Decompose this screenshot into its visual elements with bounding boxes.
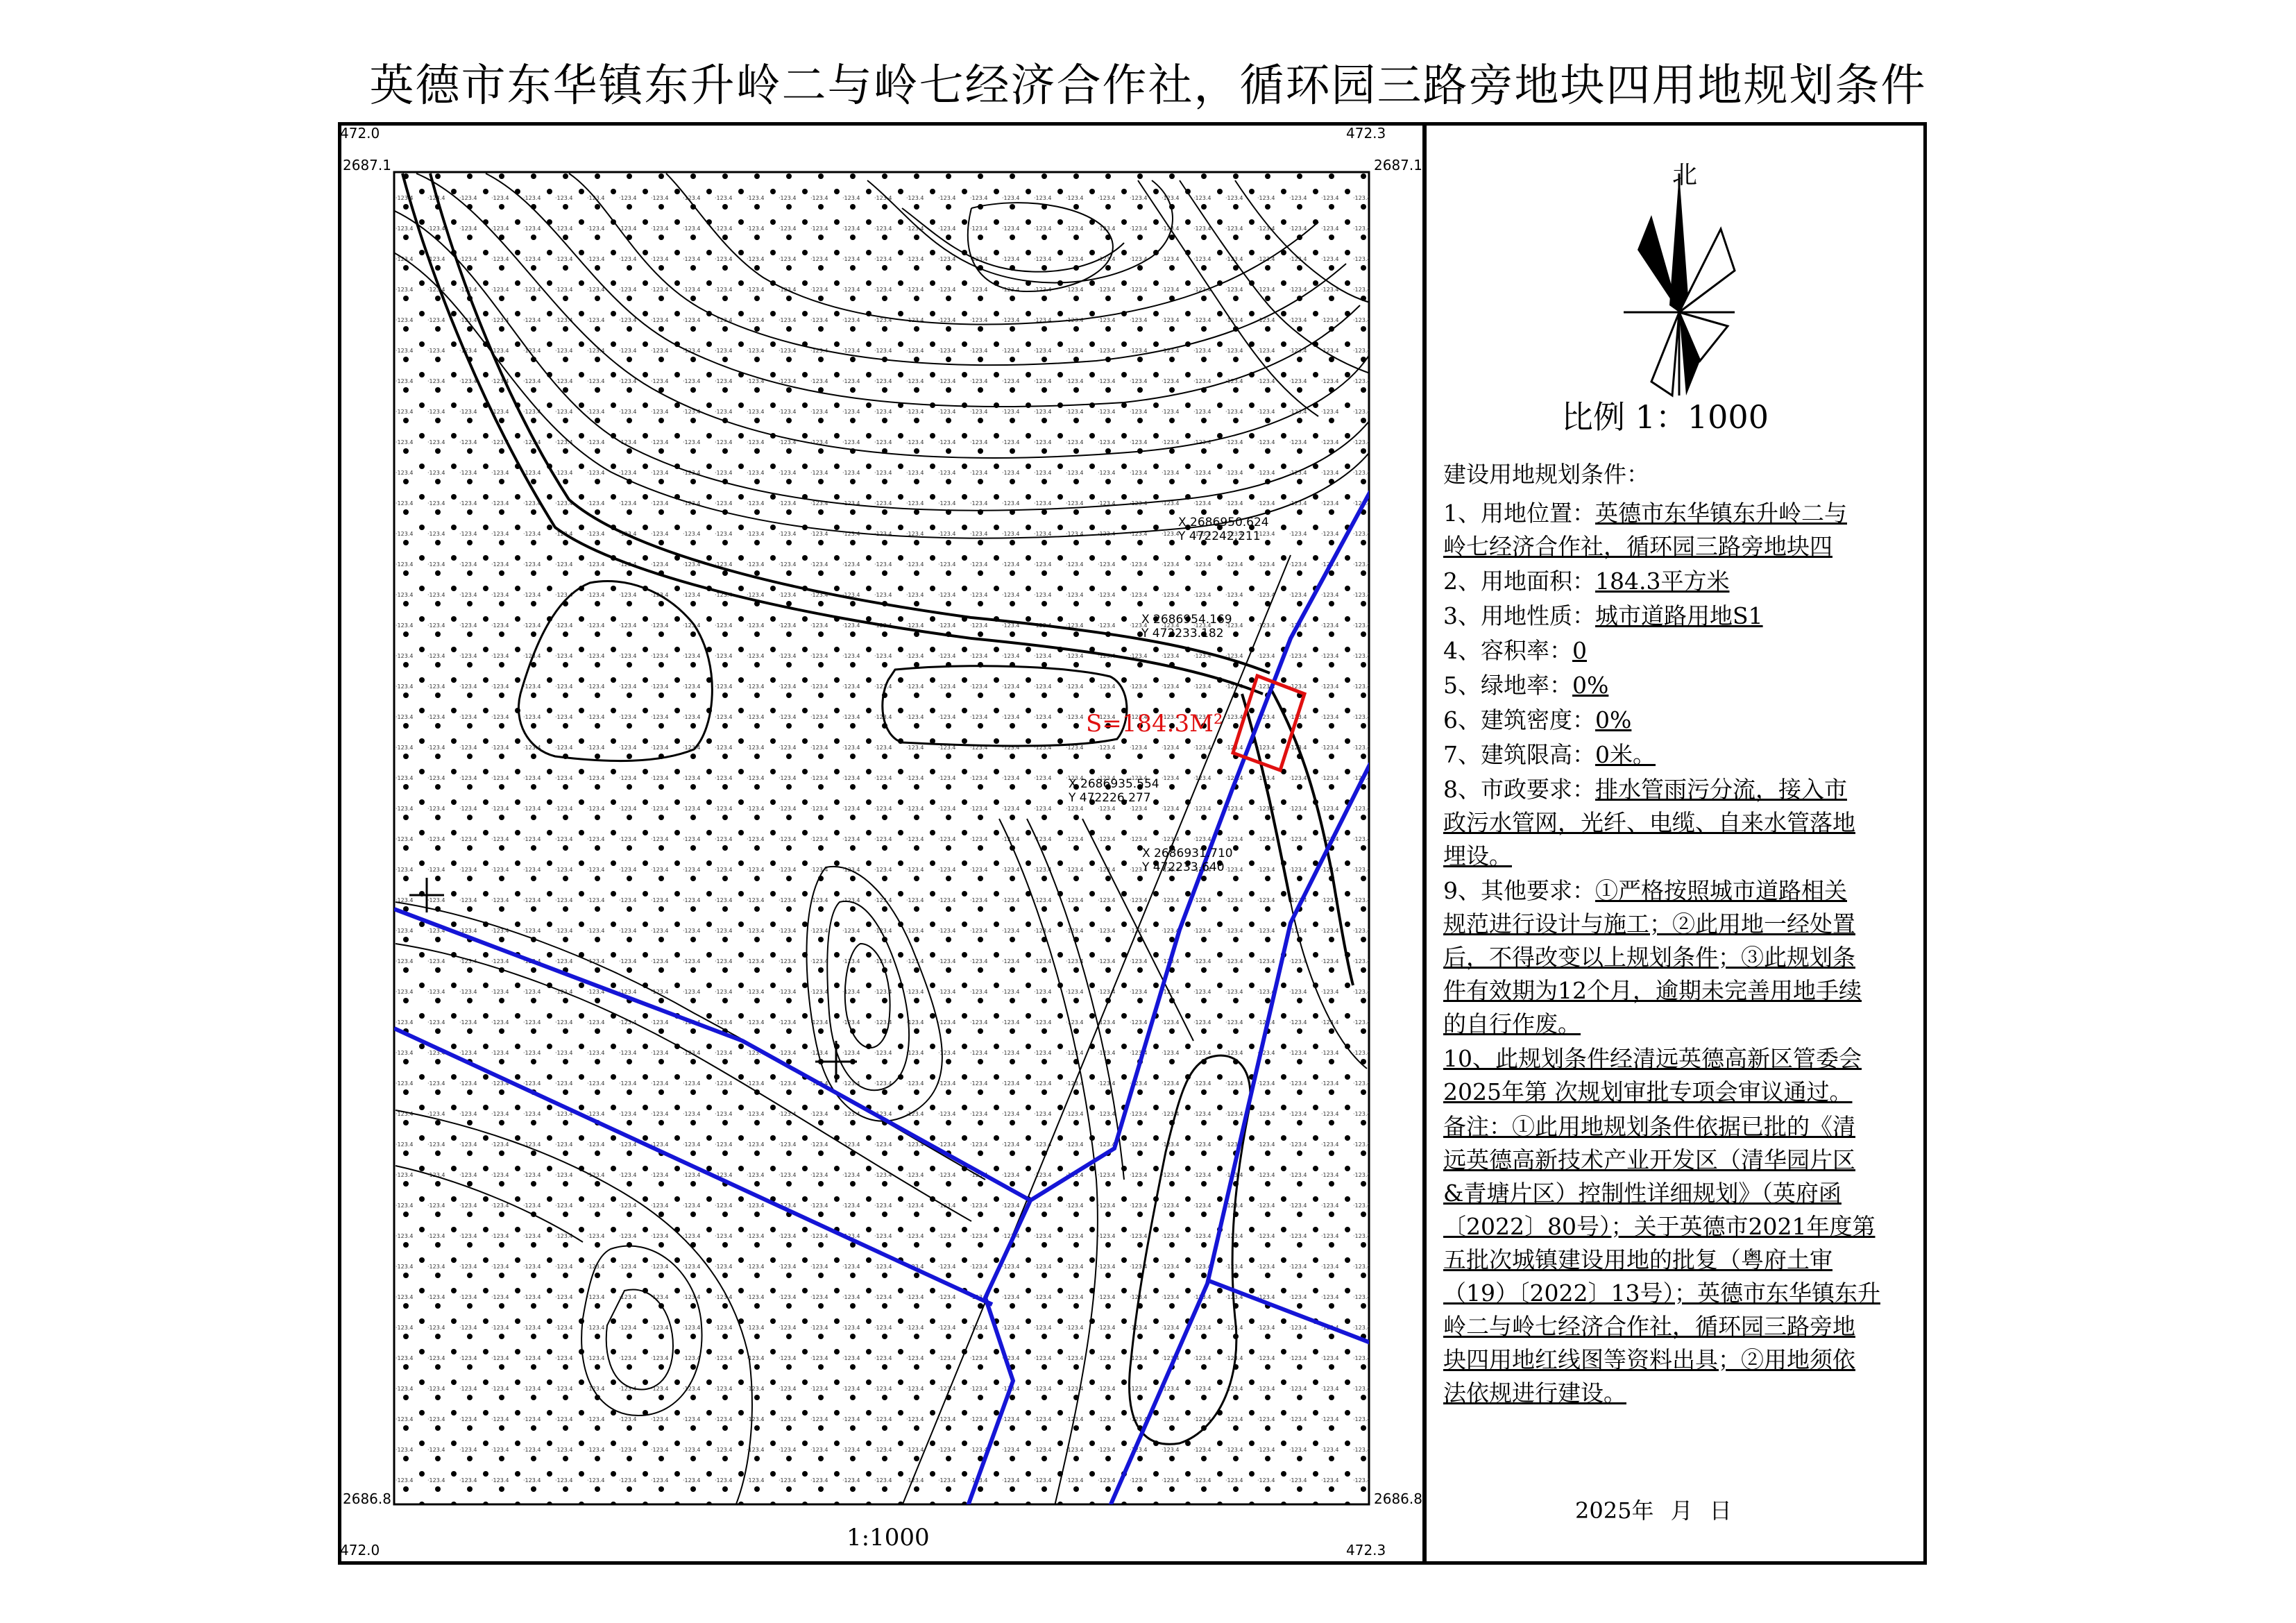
- parcel-coord-4: X 2686931.710 Y 472233.640: [1142, 847, 1233, 874]
- scale-label: 比例 1：1000: [1561, 398, 1769, 436]
- corner-coord-left-bottom-y: 2686.8: [343, 1490, 391, 1507]
- corner-coord-bottom-left-x: 472.0: [340, 1542, 380, 1558]
- map-scale-bottom: 1:1000: [847, 1524, 930, 1552]
- condition-building-density: 6、建筑密度：0%: [1443, 706, 1632, 733]
- condition-green-rate: 5、绿地率：0%: [1443, 672, 1609, 699]
- condition-municipal: 8、市政要求：排水管雨污分流，接入市 政污水管网，光纤、电缆、自来水管落地 埋设。: [1443, 776, 1855, 869]
- terrain-layer: [389, 172, 1388, 1506]
- issue-date: 2025年 月 日: [1575, 1497, 1732, 1524]
- condition-approval: 10、此规划条件经清远英德高新区管委会 2025年第 次规划审批专项会审议通过。: [1443, 1045, 1862, 1105]
- condition-far: 4、容积率：0: [1443, 637, 1587, 664]
- condition-notes: 备注：①此用地规划条件依据已批的《清 远英德高新技术产业开发区（清华园片区 &青塘片区）控制性详细规划》（英府函 〔2022〕80号）；关于英德市2021年度第 五批次城镇建设用地的批复（粤府土审 （19）〔2022〕13号）；英德市东华镇东升 岭二与岭七经济合作社，循环园三路旁地 块四用地红线图等资料出具；②用地须依 法依规进行建设。: [1443, 1113, 1880, 1407]
- condition-location: 1、用地位置：英德市东华镇东升岭二与 岭七经济合作社，循环园三路旁地块四: [1443, 500, 1847, 560]
- parcel-coord-3: X 2686935.554 Y 472226.277: [1069, 777, 1159, 805]
- corner-coord-right-top-y: 2687.1: [1374, 157, 1422, 173]
- parcel-coord-1: X 2686950.624 Y 472242.211: [1178, 516, 1269, 543]
- north-label: 北: [1672, 161, 1698, 189]
- corner-coord-left-top-y: 2687.1: [343, 157, 391, 173]
- condition-land-use: 3、用地性质：城市道路用地S1: [1443, 602, 1763, 629]
- parcel-area-label: S=184.3M²: [1086, 710, 1223, 738]
- corner-coord-top-left-x: 472.0: [340, 125, 380, 142]
- corner-coord-top-right-x: 472.3: [1346, 125, 1386, 142]
- condition-other: 9、其他要求：①严格按照城市道路相关 规范进行设计与施工；②此用地一经处置 后，不得改变以上规划条件；③此规划条 件有效期为12个月，逾期未完善用地手续 的自行作废。: [1443, 877, 1862, 1037]
- corner-coord-right-bottom-y: 2686.8: [1374, 1490, 1422, 1507]
- corner-coord-bottom-right-x: 472.3: [1346, 1542, 1386, 1558]
- condition-height-limit: 7、建筑限高：0米。: [1443, 741, 1656, 768]
- conditions-heading: 建设用地规划条件：: [1443, 461, 1649, 488]
- north-arrow-icon: [1624, 173, 1735, 396]
- page-title: 英德市东华镇东升岭二与岭七经济合作社，循环园三路旁地块四用地规划条件: [369, 60, 1927, 112]
- parcel-coord-2: X 2686954.169 Y 472233.182: [1141, 613, 1232, 640]
- condition-area: 2、用地面积：184.3平方米: [1443, 568, 1730, 595]
